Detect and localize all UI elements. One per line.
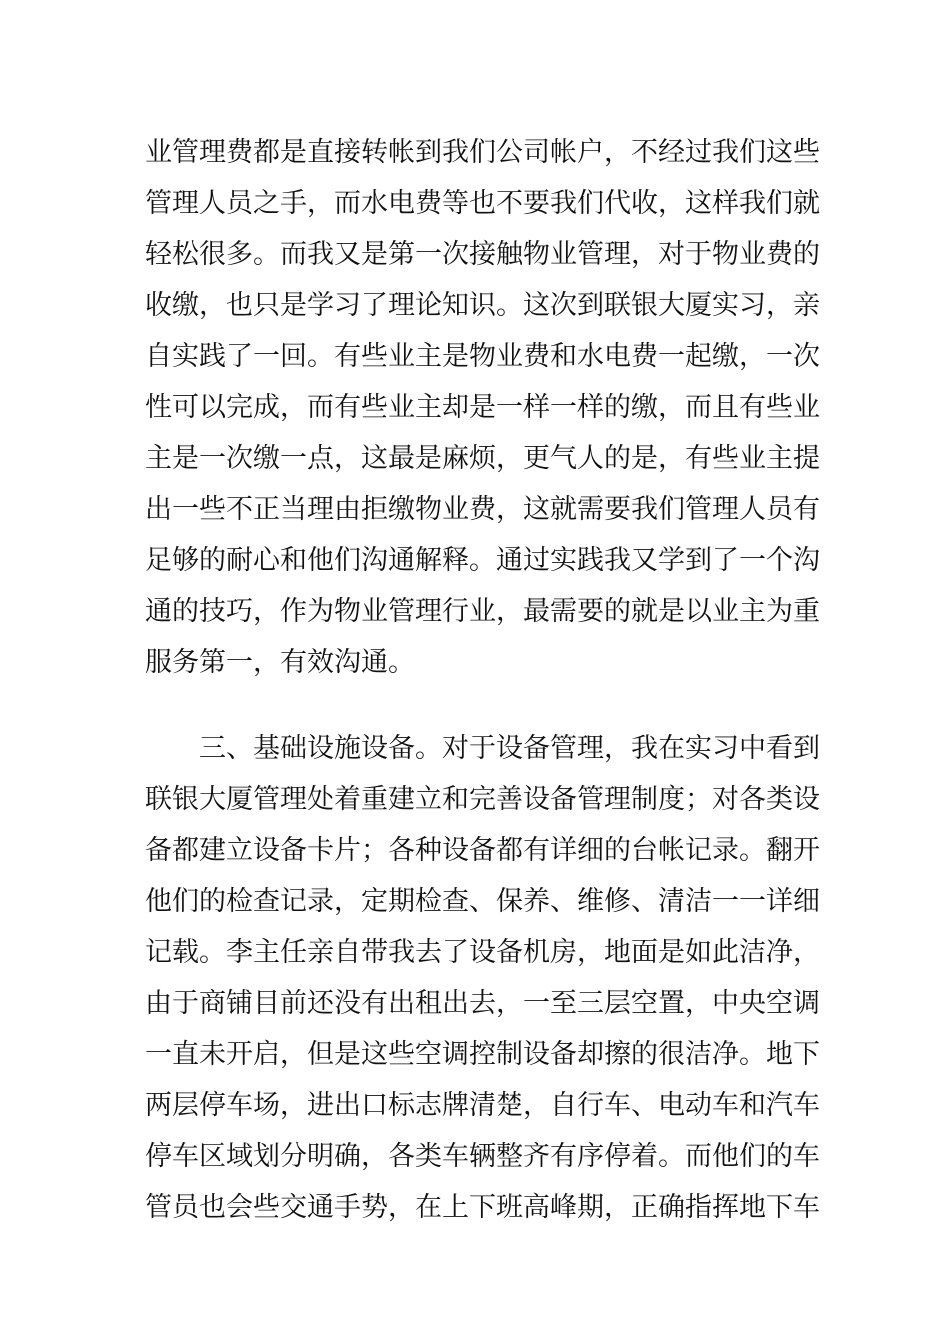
paragraph-fee-collection <box>145 127 820 688</box>
text-line: 主是一次缴一点，这最是麻烦，更气人的是，有些业主提 <box>145 443 820 474</box>
text-line: 管理人员之手，而水电费等也不要我们代收，这样我们就 <box>145 188 820 219</box>
text-line: 出一些不正当理由拒缴物业费，这就需要我们管理人员有 <box>145 494 820 525</box>
text-line: 两层停车场，进出口标志牌清楚，自行车、电动车和汽车 <box>145 1090 820 1121</box>
text-line: 轻松很多。而我又是第一次接触物业管理，对于物业费的 <box>145 239 820 270</box>
text-line: 备都建立设备卡片；各种设备都有详细的台帐记录。翻开 <box>145 835 820 866</box>
text-line: 由于商铺目前还没有出租出去，一至三层空置，中央空调 <box>145 988 820 1019</box>
text-line: 记载。李主任亲自带我去了设备机房，地面是如此洁净， <box>145 937 820 968</box>
text-line: 管员也会些交通手势，在上下班高峰期，正确指挥地下车 <box>145 1192 820 1223</box>
text-line: 服务第一，有效沟通。 <box>145 647 415 678</box>
text-line: 足够的耐心和他们沟通解释。通过实践我又学到了一个沟 <box>145 545 820 576</box>
text-line: 通的技巧，作为物业管理行业，最需要的就是以业主为重 <box>145 596 820 627</box>
text-line-indented: 三、基础设施设备。对于设备管理，我在实习中看到 <box>199 733 820 764</box>
text-line: 自实践了一回。有些业主是物业费和水电费一起缴，一次 <box>145 341 820 372</box>
text-line: 一直未开启，但是这些空调控制设备却擦的很洁净。地下 <box>145 1039 820 1070</box>
text-line: 收缴，也只是学习了理论知识。这次到联银大厦实习，亲 <box>145 290 820 321</box>
text-line: 联银大厦管理处着重建立和完善设备管理制度；对各类设 <box>145 784 820 815</box>
text-line: 业管理费都是直接转帐到我们公司帐户，不经过我们这些 <box>145 137 820 168</box>
text-line: 他们的检查记录，定期检查、保养、维修、清洁一一详细 <box>145 886 820 917</box>
text-line: 性可以完成，而有些业主却是一样一样的缴，而且有些业 <box>145 392 820 423</box>
paragraph-facilities <box>145 723 820 1233</box>
text-line: 停车区域划分明确，各类车辆整齐有序停着。而他们的车 <box>145 1141 820 1172</box>
